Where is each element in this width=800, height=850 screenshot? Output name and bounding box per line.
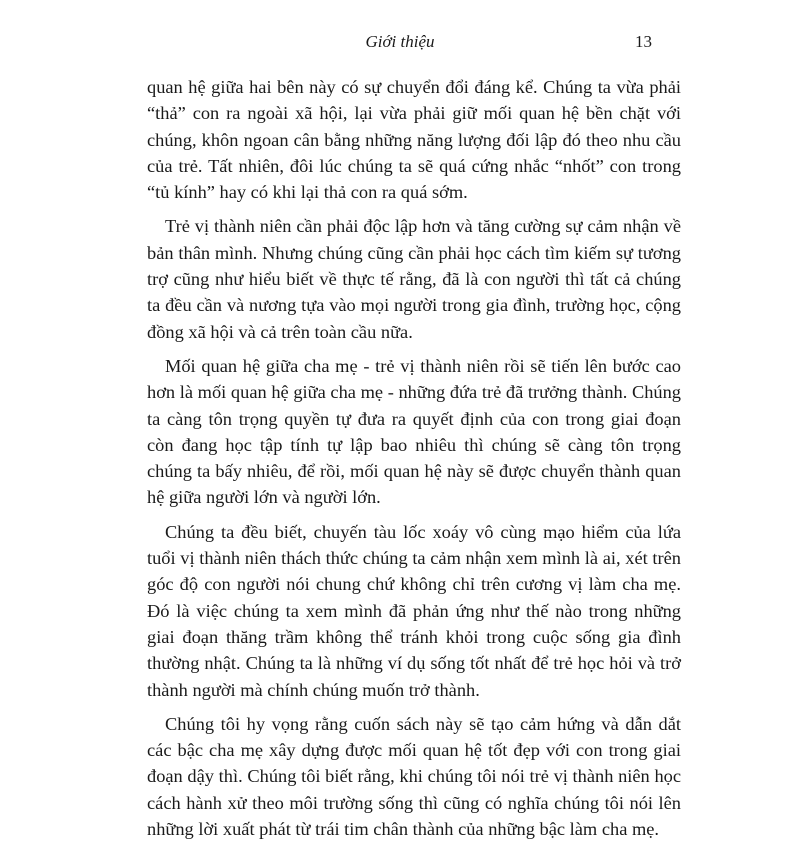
paragraph-continued: quan hệ giữa hai bên này có sự chuyển đổi đáng kể. Chúng ta vừa phải “thả” con ra ngoài xã hội, lại vừa phải giữ mối quan hệ bền chặt với chúng, khôn ngoan cân bằng những năng lượng đối lập đó theo nhu cầu của trẻ. Tất nhiên, đôi lúc chúng ta sẽ quá cứng nhắc “nhốt” con trong “tủ kính” hay có khi lại thả con ra quá sớm.: [147, 77, 681, 203]
page-header: [0, 30, 800, 54]
paragraph: Mối quan hệ giữa cha mẹ - trẻ vị thành niên rồi sẽ tiến lên bước cao hơn là mối quan hệ giữa cha mẹ - những đứa trẻ đã trưởng thành. Chúng ta càng tôn trọng quyền tự đưa ra quyết định của con trong giai đoạn còn đang học tập tính tự lập bao nhiêu thì chúng sẽ càng tôn trọng chúng ta bấy nhiêu, để rồi, mối quan hệ này sẽ được chuyển thành quan hệ giữa người lớn và người lớn.: [147, 355, 681, 508]
paragraph: Trẻ vị thành niên cần phải độc lập hơn và tăng cường sự cảm nhận về bản thân mình. Nhưng chúng cũng cần phải học cách tìm kiếm sự tương trợ cũng như hiểu biết về thực tế rằng, đã là con người thì tất cả chúng ta đều cần và nương tựa vào mọi người trong gia đình, trường học, cộng đồng xã hội và cả trên toàn cầu nữa.: [147, 216, 681, 342]
page-body: [147, 74, 681, 850]
page-number: 13: [635, 32, 652, 51]
running-title: Giới thiệu: [365, 32, 435, 51]
paragraph: Chúng ta đều biết, chuyến tàu lốc xoáy vô cùng mạo hiểm của lứa tuổi vị thành niên thách thức chúng ta cảm nhận xem mình là ai, xét trên góc độ con người nói chung chứ không chỉ trên cương vị làm cha mẹ. Đó là việc chúng ta xem mình đã phản ứng như thế nào trong những giai đoạn thăng trầm không thể tránh khỏi trong cuộc sống gia đình thường nhật. Chúng ta là những ví dụ sống tốt nhất để trẻ học hỏi và trở thành người mà chính chúng muốn trở thành.: [147, 521, 681, 700]
paragraph: Chúng tôi hy vọng rằng cuốn sách này sẽ tạo cảm hứng và dẫn dắt các bậc cha mẹ xây dựng được mối quan hệ tốt đẹp với con trong giai đoạn dậy thì. Chúng tôi biết rằng, khi chúng tôi nói trẻ vị thành niên học cách hành xử theo môi trường sống thì cũng có nghĩa chúng tôi nói lên những lời xuất phát từ trái tim chân thành của những bậc làm cha mẹ.: [147, 713, 681, 840]
